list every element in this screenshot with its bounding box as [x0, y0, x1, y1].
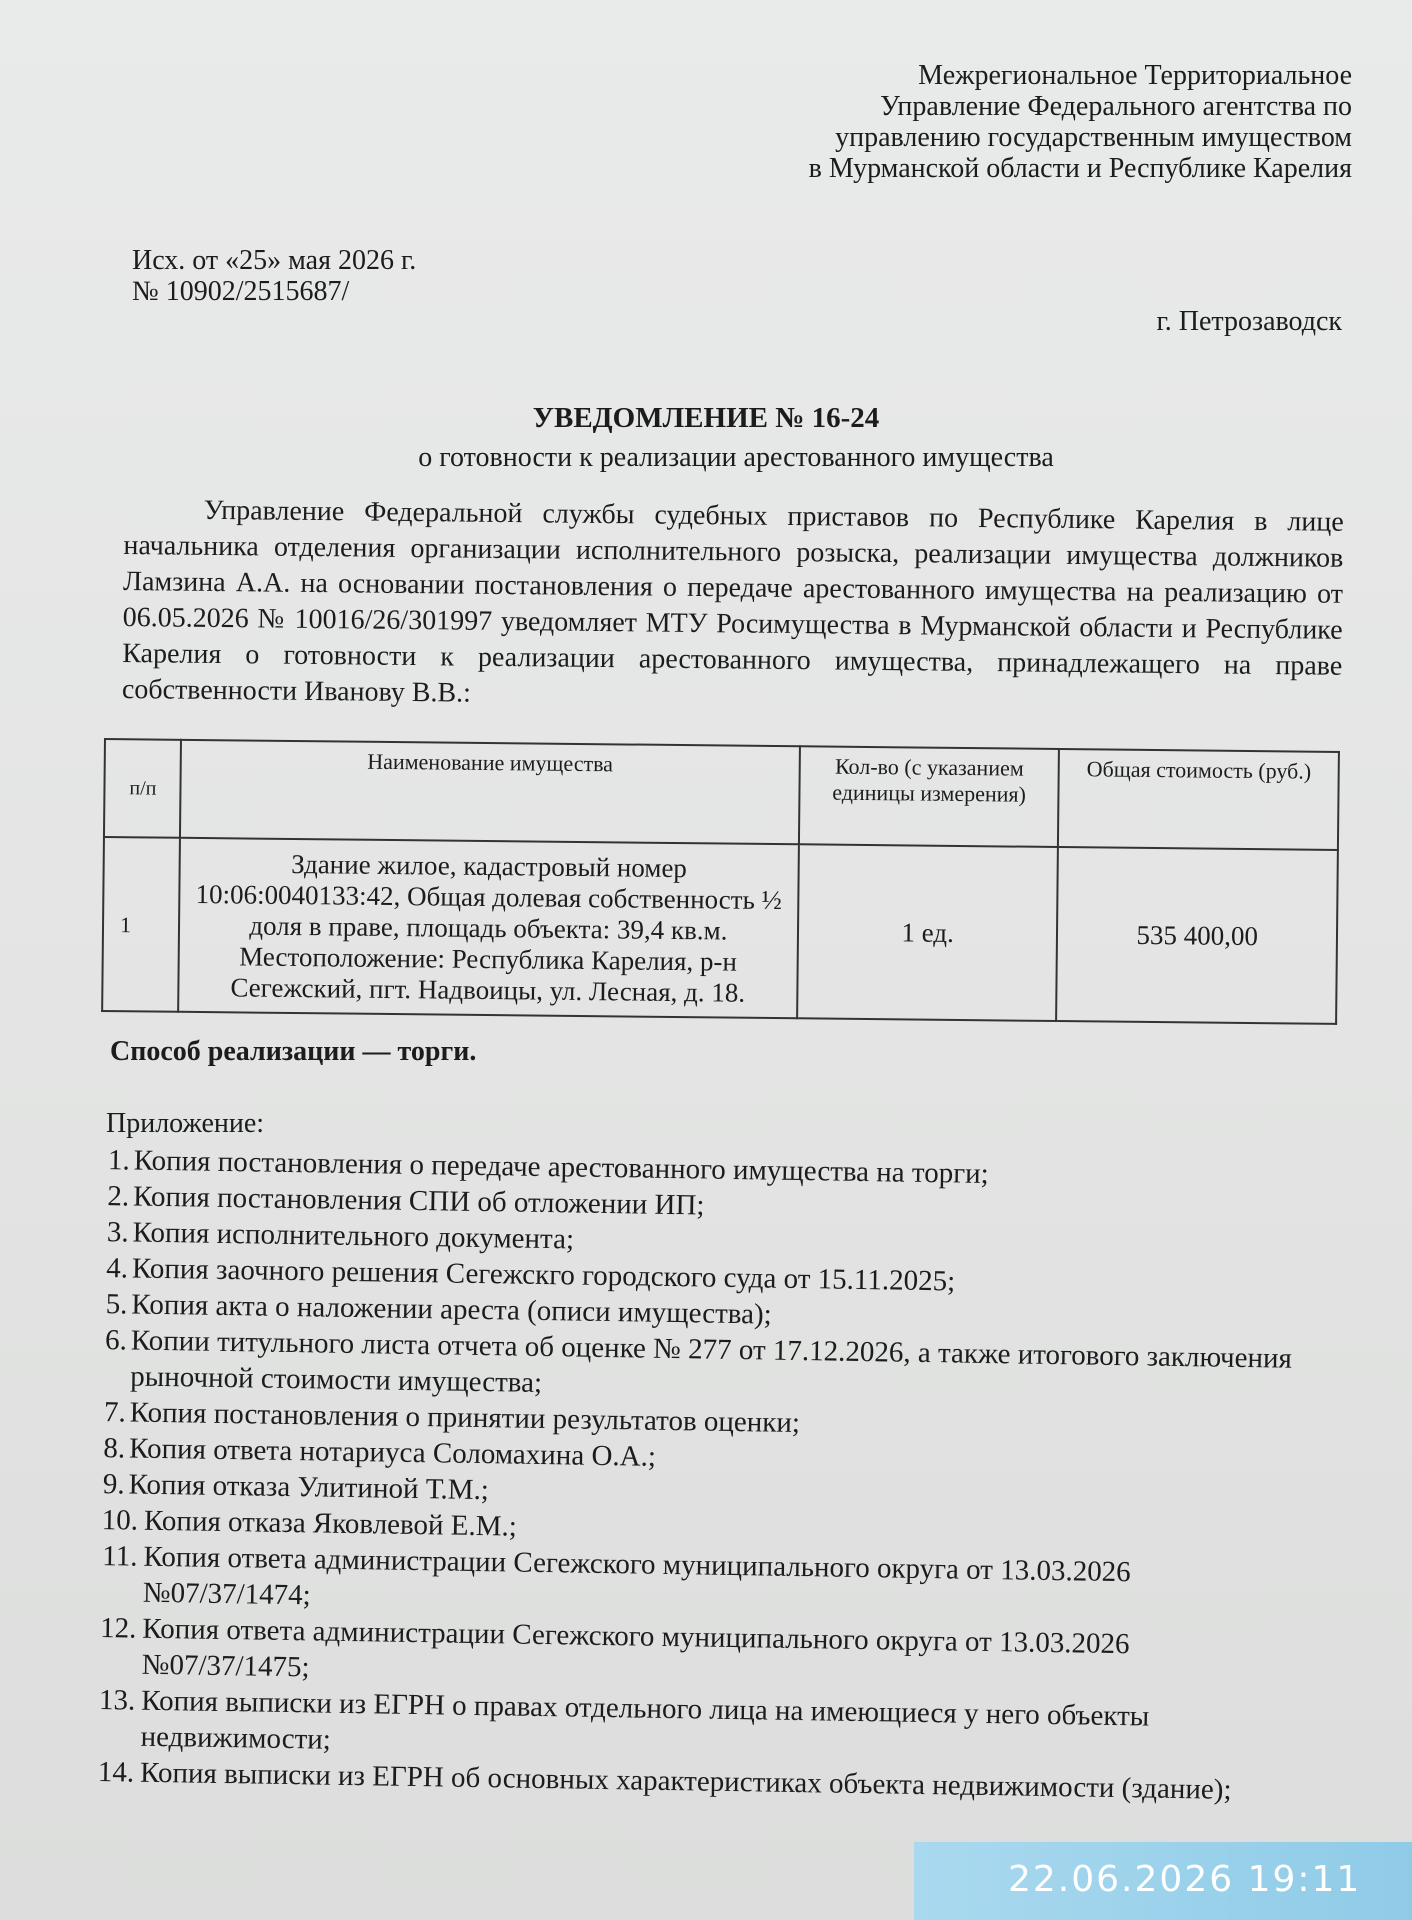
item-number: 9. — [102, 1468, 125, 1501]
item-text: Копия постановления СПИ об отложении ИП; — [132, 1180, 705, 1222]
attachments-title: Приложение: — [106, 1108, 265, 1139]
item-number: 11. — [102, 1540, 138, 1573]
cell-num: 1 — [102, 837, 180, 1012]
item-number: 10. — [101, 1504, 139, 1537]
cell-cost: 535 400,00 — [1057, 847, 1338, 1024]
addressee-block — [712, 60, 1352, 184]
item-text: Копии титульного листа отчета об оценке № 277 от 17.12.2026, а также итогового заключения рыночной стоимости имущества; — [130, 1324, 1293, 1399]
property-table — [101, 738, 1340, 1025]
item-text: Копия акта о наложении ареста (описи имущества); — [131, 1288, 772, 1331]
table-header-row — [104, 739, 1339, 850]
attachments-list — [90, 1142, 1300, 1809]
item-number: 3. — [106, 1216, 129, 1249]
item-number: 6. — [104, 1324, 128, 1357]
item-text: Копия заочного решения Сегежскго городского суда от 15.11.2025; — [131, 1252, 956, 1298]
addressee-line: управлению государственным имуществом — [835, 122, 1352, 153]
addressee-line: Межрегиональное Территориальное — [918, 60, 1352, 91]
header-name: Наименование имущества — [180, 740, 800, 844]
item-number: 7. — [103, 1396, 127, 1429]
cell-name: Здание жилое, кадастровый номер 10:06:0040133:42, Общая долевая собственность ½ доля в праве, площадь объекта: 39,4 кв.м. Местоположение: Республика Карелия, р-н Сегежский, пгт. Надвоицы, ул. Лесная, д. 18. — [178, 838, 799, 1018]
item-text: Копия ответа администрации Сегежского муниципального округа от 13.03.2026 №07/37/1475; — [141, 1612, 1130, 1684]
item-number: 1. — [107, 1144, 130, 1177]
city-name: г. Петрозаводск — [1156, 306, 1342, 337]
item-number: 4. — [106, 1252, 129, 1285]
photo-timestamp-overlay — [914, 1842, 1412, 1920]
photo-timestamp: 22.06.2026 19:11 — [1008, 1859, 1362, 1900]
addressee-line: Управление Федерального агентства по — [880, 91, 1352, 122]
item-number: 2. — [107, 1180, 130, 1213]
item-text: Копия постановления о принятии результатов оценки; — [129, 1396, 801, 1440]
item-number: 12. — [99, 1612, 137, 1645]
outgoing-reference — [132, 245, 416, 307]
addressee-line: в Мурманской области и Республике Карелия — [808, 153, 1352, 184]
header-num: п/п — [104, 739, 181, 838]
item-text: Копия выписки из ЕГРН об основных характеристиках объекта недвижимости (здание); — [139, 1756, 1232, 1806]
item-text: Копия ответа нотариуса Соломахина О.А.; — [128, 1432, 657, 1473]
item-text: Копия выписки из ЕГРН о правах отдельного лица на имеющиеся у него объекты недвижимости; — [140, 1684, 1150, 1756]
outgoing-date: Исх. от «25» мая 2026 г. — [132, 245, 417, 276]
item-text: Копия отказа Яковлевой Е.М.; — [143, 1504, 518, 1543]
document-title: УВЕДОМЛЕНИЕ № 16-24 — [532, 402, 880, 434]
item-number: 5. — [105, 1288, 128, 1321]
outgoing-number: № 10902/2515687/ — [132, 276, 350, 307]
item-text: Копия ответа администрации Сегежского муниципального округа от 13.03.2026 №07/37/1474; — [142, 1540, 1131, 1612]
item-text: Копия постановления о передаче арестованного имущества на торги; — [133, 1144, 989, 1190]
header-qty: Кол-во (с указанием единицы измерения) — [799, 746, 1060, 847]
header-cost: Общая стоимость (руб.) — [1058, 749, 1339, 850]
cell-qty: 1 ед. — [797, 844, 1058, 1021]
document-subtitle: о готовности к реализации арестованного имущества — [418, 442, 1054, 473]
body-paragraph: Управление Федеральной службы судебных приставов по Республике Карелия в лице начальника отделения организации исполнительного розыска, реализации имущества должников Ламзина А.А. на основании постановления о передаче арестованного имущества на реализацию от 06.05.2026 № 10016/26/301997 уведомляет МТУ Росимущества в Мурманской области и Республике Карелия о готовности к реализации арестованного имущества, принадлежащего на праве собственности Иванову В.В.: — [121, 494, 1344, 709]
sale-method: Способ реализации — торги. — [110, 1036, 477, 1067]
item-text: Копия отказа Улитиной Т.М.; — [128, 1468, 490, 1507]
item-number: 8. — [103, 1432, 126, 1465]
table-row — [102, 837, 1338, 1024]
item-number: 14. — [97, 1756, 135, 1789]
item-number: 13. — [98, 1684, 136, 1717]
item-text: Копия исполнительного документа; — [132, 1216, 575, 1256]
